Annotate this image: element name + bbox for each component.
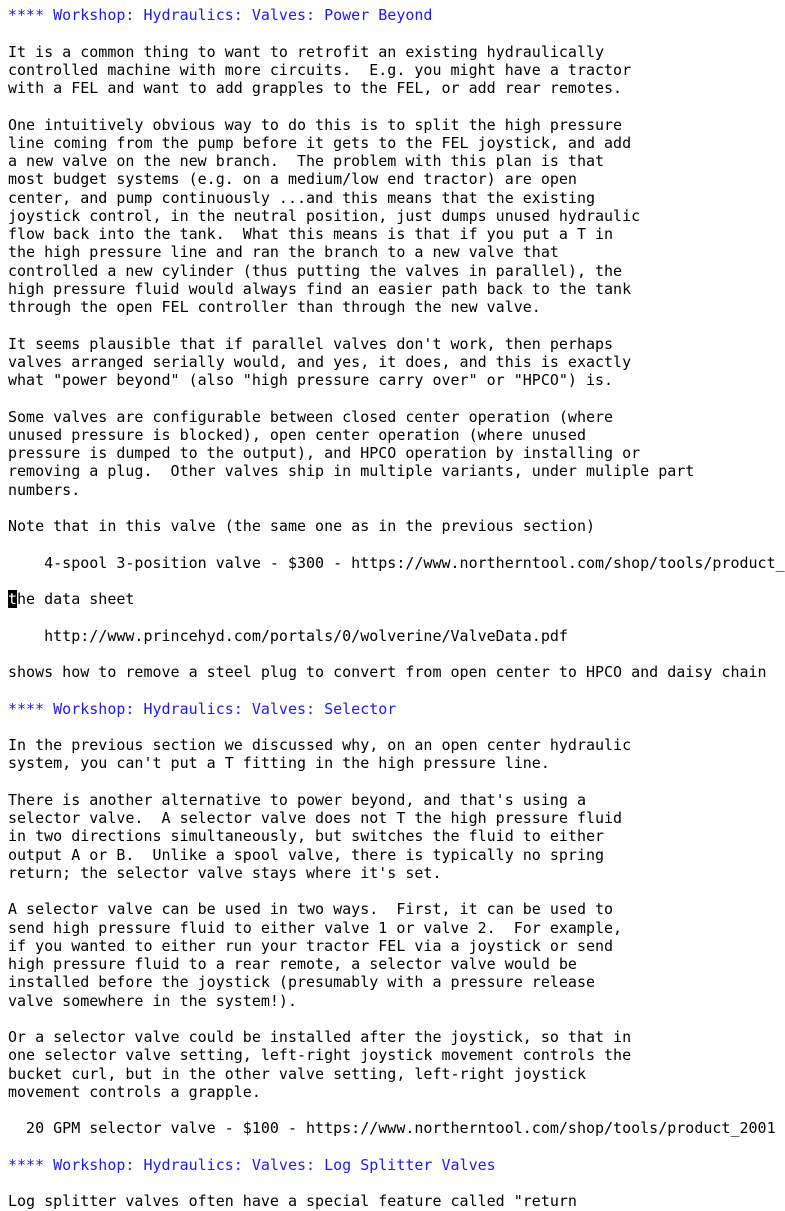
text-line: pressure is dumped to the output), and HPCO operation by installing or (8, 444, 641, 462)
text-line: controlled machine with more circuits. E.g. you might have a tractor (8, 60, 632, 79)
text-line: There is another alternative to power beyond, and that's using a (8, 790, 586, 809)
text-line: One intuitively obvious way to do this is to split the high pressure (8, 115, 623, 134)
text-line: high pressure fluid to a rear remote, a selector valve would be (8, 955, 577, 973)
text-line: send high pressure fluid to either valve 1 or valve 2. For example, (8, 918, 623, 937)
blank-line (8, 389, 753, 407)
text-line: unused pressure is blocked), open center operation (where unused (8, 425, 586, 444)
text-line: joystick control, in the neutral position, just dumps unused hydraulic (8, 206, 641, 225)
text-line: most budget systems (e.g. on a medium/low end tractor) are open (8, 170, 577, 189)
org-heading: **** Workshop: Hydraulics: Valves: Selector (8, 699, 397, 718)
blank-line (8, 24, 753, 42)
text-line: the high pressure line and ran the branch to a new valve that (8, 243, 559, 262)
cursor-line-rest: he data sheet (17, 590, 135, 608)
text-line: A selector valve can be used in two ways. First, it can be used to (8, 900, 614, 919)
blank-line (8, 1101, 753, 1119)
blank-line (8, 681, 753, 699)
text-line: with a FEL and want to add grapples to the FEL, or add rear remotes. (8, 79, 623, 97)
text-line: It seems plausible that if parallel valves don't work, then perhaps (8, 334, 614, 353)
blank-line (8, 645, 753, 663)
text-line: center, and pump continuously ...and this means that the existing (8, 188, 595, 207)
blank-line (8, 718, 753, 736)
text-line: what "power beyond" (also "high pressure carry over" or "HPCO") is. (8, 371, 614, 389)
text-line: return; the selector valve stays where it's set. (8, 863, 442, 882)
text-line: removing a plug. Other valves ship in multiple variants, under muliple part (8, 462, 695, 481)
blank-line (8, 1010, 753, 1028)
text-line: controlled a new cylinder (thus putting the valves in parallel), the (8, 261, 623, 280)
text-line: system, you can't put a T fitting in the high pressure line. (8, 754, 550, 773)
text-line: valve somewhere in the system!). (8, 991, 297, 1010)
blank-line (8, 1138, 753, 1156)
text-line: It is a common thing to want to retrofit an existing hydraulically (8, 42, 605, 61)
buffer-lines (8, 6, 785, 1211)
blank-line (8, 572, 753, 590)
text-line: high pressure fluid would always find an easier path back to the tank (8, 279, 632, 298)
text-line: Or a selector valve could be installed after the joystick, so that in (8, 1028, 632, 1046)
text-line: flow back into the tank. What this means is that if you put a T in (8, 225, 614, 243)
blank-line (8, 773, 753, 791)
text-line: line coming from the pump before it gets to the FEL joystick, and add (8, 133, 632, 152)
text-line: output A or B. Unlike a spool valve, there is typically no spring (8, 845, 605, 864)
blank-line (8, 882, 753, 900)
cursor-line (8, 590, 753, 608)
text-line: Some valves are configurable between closed center operation (where (8, 407, 614, 426)
text-line: one selector valve setting, left-right joystick movement controls the (8, 1046, 632, 1065)
text-line: a new valve on the new branch. The problem with this plan is that (8, 152, 605, 170)
text-line: http://www.princehyd.com/portals/0/wolverine/ValveData.pdf (8, 626, 568, 645)
text-line: numbers. (8, 480, 81, 499)
text-line: movement controls a grapple. (8, 1082, 261, 1101)
text-line: valves arranged serially would, and yes, it does, and this is exactly (8, 352, 632, 371)
text-line: Log splitter valves often have a special feature called "return (8, 1192, 577, 1211)
org-heading: **** Workshop: Hydraulics: Valves: Power Beyond (8, 6, 433, 24)
text-line: through the open FEL controller than through the new valve. (8, 298, 541, 316)
text-line: selector valve. A selector valve does not T the high pressure fluid (8, 809, 623, 827)
blank-line (8, 608, 753, 626)
blank-line (8, 499, 753, 517)
text-line: if you wanted to either run your tractor FEL via a joystick or send (8, 936, 614, 955)
blank-line (8, 1174, 753, 1192)
text-line: shows how to remove a steel plug to convert from open center to HPCO and daisy chain (8, 663, 767, 681)
text-line: bucket curl, but in the other valve setting, left-right joystick (8, 1064, 586, 1083)
text-line: In the previous section we discussed why, on an open center hydraulic (8, 736, 632, 754)
text-cursor: t (8, 590, 18, 608)
blank-line (8, 316, 753, 334)
text-line: installed before the joystick (presumably with a pressure release (8, 973, 595, 992)
text-line: 20 GPM selector valve - $100 - https://www.northerntool.com/shop/tools/product_2001 (8, 1119, 776, 1138)
text-line: Note that in this valve (the same one as in the previous section) (8, 517, 595, 535)
text-line: 4-spool 3-position valve - $300 - https://www.northerntool.com/shop/tools/product_ (8, 553, 785, 572)
org-heading: **** Workshop: Hydraulics: Valves: Log Splitter Valves (8, 1155, 496, 1174)
text-line: in two directions simultaneously, but switches the fluid to either (8, 827, 605, 846)
blank-line (8, 97, 753, 115)
blank-line (8, 535, 753, 553)
